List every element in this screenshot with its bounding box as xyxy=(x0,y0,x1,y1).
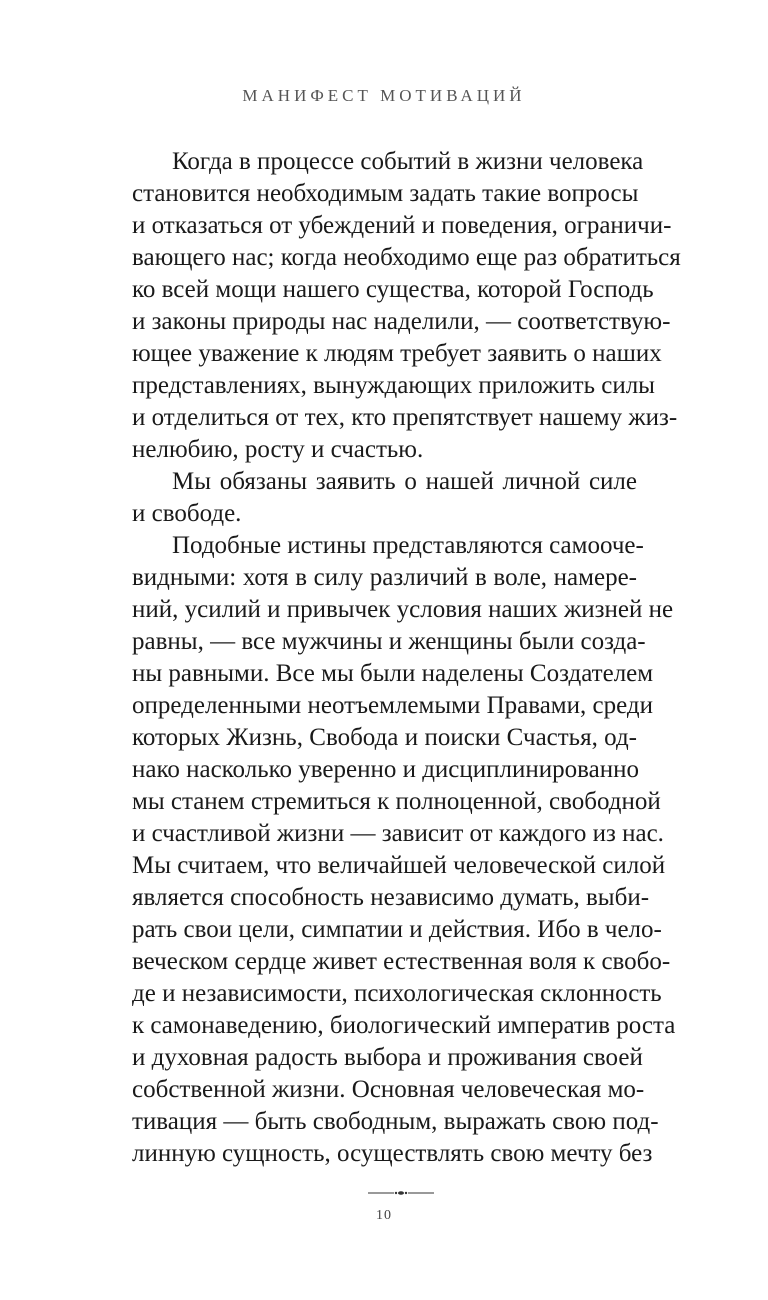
page-number: 10 xyxy=(376,1208,392,1223)
text-line: видными: хотя в силу различий в воле, намере- xyxy=(132,564,637,591)
text-line: рать свои цели, симпатии и действия. Ибо в чело- xyxy=(132,916,662,943)
text-line: и свободе. xyxy=(132,500,242,527)
text-line: и отделиться от тех, кто препятствует нашему жиз- xyxy=(132,404,678,431)
text-line: мы станем стремиться к полноценной, свободной xyxy=(132,788,661,815)
text-line: и счастливой жизни — зависит от каждого из нас. xyxy=(132,820,664,847)
text-line: Мы считаем, что величайшей человеческой силой xyxy=(132,852,666,879)
text-line: вающего нас; когда необходимо еще раз обратиться xyxy=(132,244,681,271)
text-line: представлениях, вынуждающих приложить силы xyxy=(132,372,655,399)
text-line: собственной жизни. Основная человеческая мо- xyxy=(132,1076,645,1103)
text-line: является способность независимо думать, выби- xyxy=(132,884,650,911)
running-head: МАНИФЕСТ МОТИВАЦИЙ xyxy=(242,86,526,105)
ornament-divider-icon xyxy=(368,1189,434,1197)
text-line: Когда в процессе событий в жизни человека xyxy=(172,148,644,175)
body-text xyxy=(132,146,681,1170)
text-line: де и независимости, психологическая склонность xyxy=(132,980,662,1007)
text-line: и отказаться от убеждений и поведения, ограничи- xyxy=(132,212,672,239)
text-line: равны, — все мужчины и женщины были созда- xyxy=(132,628,646,655)
text-line: тивация — быть свободным, выражать свою под- xyxy=(132,1108,659,1135)
text-line: ний, усилий и привычек условия наших жизней не xyxy=(132,596,674,623)
text-line: нако насколько уверенно и дисциплинированно xyxy=(132,756,639,783)
text-line: ны равными. Все мы были наделены Создателем xyxy=(132,660,654,687)
text-line: ко всей мощи нашего существа, которой Господь xyxy=(132,276,654,303)
text-line: к самонаведению, биологический императив роста xyxy=(132,1012,676,1039)
text-line: определенными неотъемлемыми Правами, среди xyxy=(132,692,653,719)
text-line: и законы природы нас наделили, — соответствую- xyxy=(132,308,671,335)
text-line: нелюбию, росту и счастью. xyxy=(132,436,424,463)
text-line: Мы обязаны заявить о нашей личной силе xyxy=(172,468,637,495)
text-line: линную сущность, осуществлять свою мечту без xyxy=(132,1140,653,1167)
text-line: ющее уважение к людям требует заявить о наших xyxy=(132,340,662,367)
text-line: веческом сердце живет естественная воля к свобо- xyxy=(132,948,671,975)
text-line: Подобные истины представляются самооче- xyxy=(172,532,644,559)
text-line: которых Жизнь, Свобода и поиски Счастья, од- xyxy=(132,724,637,751)
text-line: становится необходимым задать такие вопросы xyxy=(132,180,639,207)
text-line: и духовная радость выбора и проживания своей xyxy=(132,1044,643,1071)
